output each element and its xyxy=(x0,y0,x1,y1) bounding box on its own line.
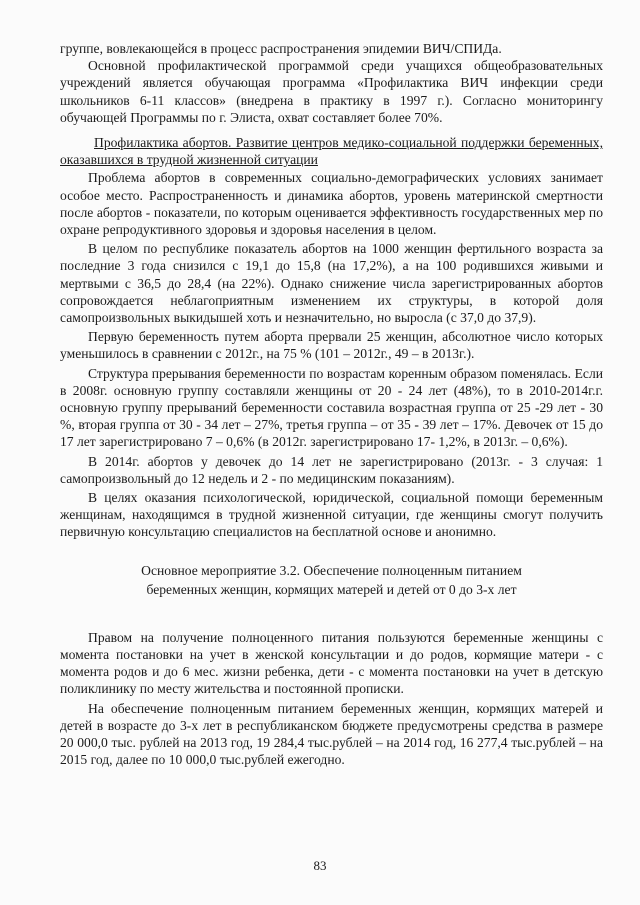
paragraph-age-structure: Структура прерывания беременности по возрастам коренным образом поменялась. Если в 2008г. основную группу составляли женщины от 20 - 24 лет (48%), то в 2010-2014г.г. основную группу прерываний беременности составила возрастная группа от 25 -29 лет - 30 %, вторая группа от 30 - 34 лет – 27%, третья группа – от 35 - 39 лет – 17%. Девочек от 15 до 17 лет зарегистрировано 7 – 0,6% (в 2012г. зарегистрировано 17- 1,2%, в 2013г. – 0,6%). xyxy=(60,365,603,450)
paragraph-continuation: группе, вовлекающейся в процесс распространения эпидемии ВИЧ/СПИДа. xyxy=(60,41,502,56)
page-body xyxy=(60,40,603,768)
section-title-nutrition xyxy=(60,561,603,599)
paragraph-nutrition-right: Правом на получение полноценного питания пользуются беременные женщины с момента постановки на учет в женской консультации и до родов, кормящие матери - с момента родов и до 6 мес. жизни ребенка, дети - с момента постановки на учет в детскую поликлинику по месту жительства и постоянной прописки. xyxy=(60,629,603,697)
paragraph-abortion-rate: В целом по республике показатель абортов на 1000 женщин фертильного возраста за последние 3 года снизился с 19,1 до 15,8 (на 17,2%), а на 100 родившихся живыми и мертвыми с 36,5 до 28,4 (на 22%). Однако снижение числа зарегистрированных абортов сопровождается неблагоприятным изменением их структуры, в которой доля самопроизвольных выкидышей хоть и незначительно, но выросла (с 37,0 до 37,9). xyxy=(60,241,603,326)
paragraph-assistance: В целях оказания психологической, юридической, социальной помощи беременным женщинам, находящимся в трудной жизненной ситуации, где женщины смогут получить первичную консультацию специалистов на бесплатной основе и анонимно. xyxy=(60,490,603,540)
page-number: 83 xyxy=(313,858,327,873)
section-title-line-2: беременных женщин, кормящих матерей и детей от 0 до 3-х лет xyxy=(146,581,517,597)
paragraph-abortion-problem: Проблема абортов в современных социально-демографических условиях занимает особое место. Распространенность и динамика абортов, уровень материнской смертности после абортов - показатели, по которым оценивается эффективность государственных мер по охране репродуктивного здоровья и здоровья населения в целом. xyxy=(60,170,603,238)
paragraph-girls-under-14: В 2014г. абортов у девочек до 14 лет не зарегистрировано (2013г. - 3 случая: 1 самопроизвольный до 12 недель и 2 - по медицинским показаниям). xyxy=(60,453,603,486)
section-heading-abortion-prevention: Профилактика абортов. Развитие центров медико-социальной поддержки беременных, оказавшихся в трудной жизненной ситуации xyxy=(60,135,603,168)
paragraph-hiv-program: Основной профилактической программой среди учащихся общеобразовательных учреждений является обучающая программа «Профилактика ВИЧ инфекции среди школьников 6-11 классов» (внедрена в практику в 1997 г.). Согласно мониторингу обучающей Программы по г. Элиста, охват составляет более 70%. xyxy=(60,58,603,125)
paragraph-nutrition-budget: На обеспечение полноценным питанием беременных женщин, кормящих матерей и детей в возрасте до 3-х лет в республиканском бюджете предусмотрены средства в размере 20 000,0 тыс. рублей на 2013 год, 19 284,4 тыс.рублей – на 2014 год, 16 277,4 тыс.рублей – на 2015 год, далее по 10 000,0 тыс.рублей ежегодно. xyxy=(60,700,603,768)
section-title-line-1: Основное мероприятие 3.2. Обеспечение полноценным питанием xyxy=(141,562,522,578)
paragraph-first-pregnancy: Первую беременность путем аборта прервали 25 женщин, абсолютное число которых уменьшилось в сравнении с 2012г., на 75 % (101 – 2012г., 49 – в 2013г.). xyxy=(60,329,603,362)
